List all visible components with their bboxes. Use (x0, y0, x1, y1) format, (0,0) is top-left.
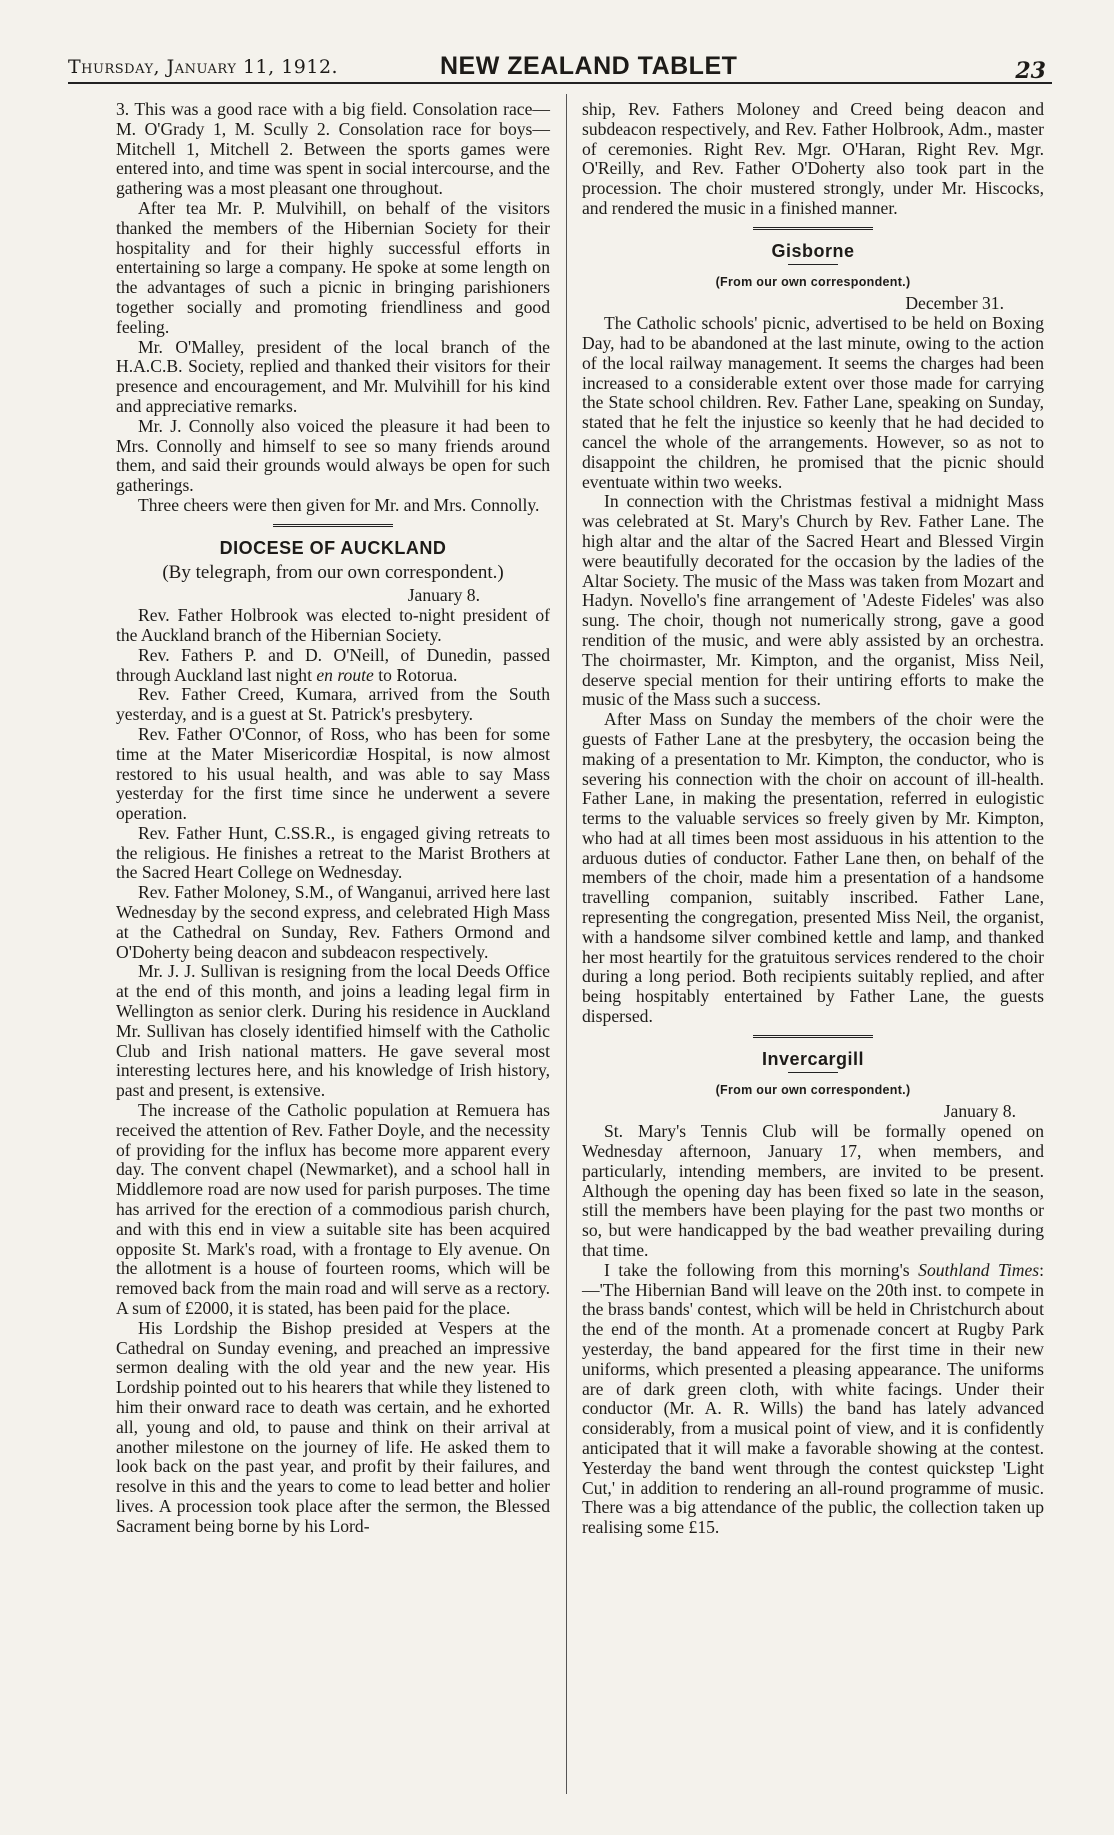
paragraph: The Catholic schools' picnic, advertised to be held on Boxing Day, had to be abandoned at the last minute, owing to the action of the local railway management. It seems the charges had been increased to a considerable extent over those made for carrying the State school children. Rev. Father Lane, speaking on Sunday, stated that he felt the injustice so keenly that he had decided to cancel the whole of the arrangements. However, so as not to disappoint the children, he promised that the picnic should eventuate within two weeks. (582, 313, 1044, 492)
paragraph: St. Mary's Tennis Club will be formally opened on Wednesday afternoon, January 17, when members, and particularly, intending members, are invited to be present. Although the opening day has been fixed so late in the season, still the members have been playing for the past two months or so, but were handicapped by the bad weather prevailing during that time. (582, 1121, 1044, 1261)
section-heading-invercargill: Invercargill (761, 1048, 865, 1069)
paragraph: His Lordship the Bishop presided at Vespers at the Cathedral on Sunday evening, and preached an impressive sermon dealing with the old year and the new year. His Lordship pointed out to his hearers that while they listened to him their onward race to death was certain, and he exhorted all, young and old, to pause and think on their arrival at another milestone on the journey of life. He asked them to look back on the past year, and profit by their failures, and resolve in this and the years to come to lead better and holier lives. A procession took place after the sermon, the Blessed Sacrament being borne by his Lord- (116, 1317, 550, 1536)
paragraph: ship, Rev. Fathers Moloney and Creed being deacon and subdeacon respectively, and Rev. Father Holbrook, Adm., master of ceremonies. Right Rev. Mgr. O'Haran, Right Rev. Mgr. O'Reilly, and Rev. Father O'Doherty also took part in the procession. The choir mustered strongly, under Mr. Hiscocks, and rendered the music in a finished manner. (582, 99, 1044, 218)
right-column (582, 100, 1044, 1538)
byline: (From our own correspondent.) (715, 274, 911, 289)
masthead-title: NEW ZEALAND TABLET (440, 52, 738, 80)
column-divider (566, 94, 567, 1794)
paragraph: In connection with the Christmas festival a midnight Mass was celebrated at St. Mary's Church by Rev. Father Lane. The high altar and the altar of the Sacred Heart and Blessed Virgin were beautifully decorated for the occasion by the ladies of the Altar Society. The music of the Mass was taken from Mozart and Hadyn. Novello's fine arrangement of 'Adeste Fideles' was also sung. The choir, though not numerically strong, gave a good rendition of the music, and were ably assisted by an orchestra. The choirmaster, Mr. Kimpton, and the organist, Miss Neil, deserve special mention for their untiring efforts to make the music of the Mass such a success. (582, 491, 1044, 710)
section-divider (273, 524, 393, 527)
page-header (68, 52, 1052, 84)
italic-phrase: Southland Times (918, 1259, 1040, 1280)
paragraph: Rev. Father O'Connor, of Ross, who has been for some time at the Mater Misericordiæ Hospital, is now almost restored to his usual health, and was able to say Mass yesterday for the first time since he underwent a severe operation. (116, 723, 550, 824)
heading-rule (788, 264, 838, 265)
left-column (116, 100, 550, 1537)
paragraph: Rev. Father Hunt, C.SS.R., is engaged giving retreats to the religious. He finishes a retreat to the Marist Brothers at the Sacred Heart College on Wednesday. (116, 822, 550, 883)
section-divider (753, 227, 873, 230)
italic-phrase: en route (316, 664, 374, 685)
page-number: 23 (1015, 58, 1046, 84)
paragraph: The increase of the Catholic population at Remuera has received the attention of Rev. Father Doyle, and the necessity of providing for the influx has become more apparent every day. The convent chapel (Newmarket), and a school hall in Middlemore road are now used for parish purposes. The time has arrived for the erection of a commodious parish church, and with this end in view a suitable site has been acquired opposite St. Mark's road, with a frontage to Ely avenue. On the allotment is a house of fourteen rooms, which will be removed back from the main road and will serve as a rectory. A sum of £2000, it is stated, has been paid for the place. (116, 1100, 550, 1319)
text-run: to Rotorua. (373, 664, 458, 685)
text-run: I take the following from this morning's (604, 1259, 919, 1280)
paragraph: Three cheers were then given for Mr. and Mrs. Connolly. (138, 494, 540, 515)
text-run: Rev. Fathers P. and D. O'Neill, of Dunedin, passed through Auckland last night (116, 644, 550, 685)
paragraph: Rev. Father Holbrook was elected to-night president of the Auckland branch of the Hibernian Society. (116, 605, 550, 645)
section-heading-auckland: DIOCESE OF AUCKLAND (219, 537, 447, 558)
paragraph: After Mass on Sunday the members of the choir were the guests of Father Lane at the presbytery, the occasion being the making of a presentation to Mr. Kimpton, the conductor, who is severing his connection with the choir on account of ill-health. Father Lane, in making the presentation, referred in eulogistic terms to the valuable services so freely given by Mr. Kimpton, who had at all times been most assiduous in his attention to the arduous duties of conductor. Father Lane then, on behalf of the members of the choir, made him a presentation of a handsome travelling companion, suitably inscribed. Father Lane, representing the congregation, presented Miss Neil, the organist, with a handsome silver combined kettle and lamp, and thanked her most heartily for the gratuitous services rendered to the choir during a long period. Both recipients suitably replied, and after being hospitably entertained by Father Lane, the guests dispersed. (582, 709, 1044, 1027)
section-heading-gisborne: Gisborne (771, 240, 855, 261)
byline: (By telegraph, from our own correspondent.) (162, 561, 504, 583)
dateline: December 31. (905, 293, 1004, 314)
text-run: :—'The Hibernian Band will leave on the 20th inst. to compete in the brass bands' contest, which will be held in Christchurch about the end of the month. At a promenade concert at Rugby Park yesterday, the band appeared for the first time in their new uniforms, which presented a pleasing appearance. The uniforms are of dark green cloth, with white facings. Under their conductor (Mr. A. R. Wills) the band has lately advanced considerably, from a musical point of view, and it is confidently anticipated that it will make a favorable showing at the contest. Yesterday the band went through the contest quickstep 'Light Cut,' in addition to rendering an all-round programme of music. There was a big attendance of the public, the collection taken up realising some £15. (582, 1259, 1044, 1538)
section-divider (753, 1035, 873, 1038)
paragraph: Mr. O'Malley, president of the local branch of the H.A.C.B. Society, replied and thanked their visitors for their presence and encouragement, and Mr. Mulvihill for his kind and appreciative remarks. (116, 336, 550, 416)
paragraph: Rev. Father Creed, Kumara, arrived from the South yesterday, and is a guest at St. Patrick's presbytery. (116, 684, 550, 725)
paragraph (582, 1261, 1044, 1538)
paragraph: Mr. J. Connolly also voiced the pleasure it had been to Mrs. Connolly and himself to see so many friends around them, and said their grounds would always be open for such gatherings. (116, 415, 550, 496)
paragraph: 3. This was a good race with a big field. Consolation race—M. O'Grady 1, M. Scully 2. Consolation race for boys—Mitchell 1, Mitchell 2. Between the sports games were entered into, and time was spent in social intercourse, and the gathering was a most pleasant one throughout. (116, 99, 550, 199)
heading-rule (788, 1072, 838, 1073)
issue-date: Thursday, January 11, 1912. (68, 56, 339, 78)
dateline: January 8. (407, 585, 480, 606)
paragraph (116, 646, 550, 686)
paragraph: Mr. J. J. Sullivan is resigning from the local Deeds Office at the end of this month, and joins a leading legal firm in Wellington as senior clerk. During his residence in Auckland Mr. Sullivan has closely identified himself with the Catholic Club and Irish national matters. He gave several most interesting lectures here, and his knowledge of Irish history, past and present, is extensive. (116, 961, 550, 1101)
paragraph: After tea Mr. P. Mulvihill, on behalf of the visitors thanked the members of the Hibernian Society for their hospitality and for their highly successful efforts in entertaining so large a company. He spoke at some length on the advantages of such a picnic in bringing parishioners together socially and promoting friendliness and good feeling. (116, 197, 550, 337)
paragraph: Rev. Father Moloney, S.M., of Wanganui, arrived here last Wednesday by the second express, and celebrated High Mass at the Cathedral on Sunday, Rev. Fathers Ormond and O'Doherty being deacon and subdeacon respectively. (116, 882, 550, 962)
byline: (From our own correspondent.) (715, 1082, 911, 1097)
dateline: January 8. (943, 1101, 1016, 1122)
